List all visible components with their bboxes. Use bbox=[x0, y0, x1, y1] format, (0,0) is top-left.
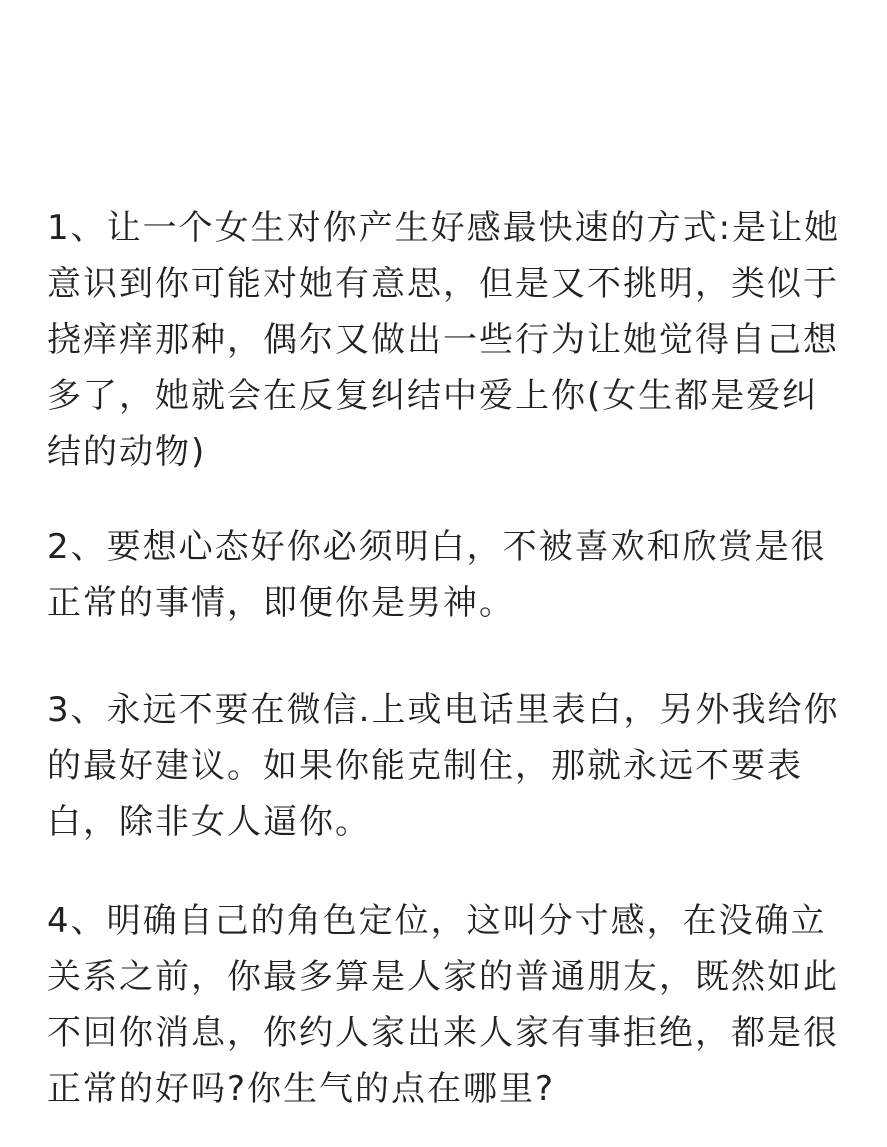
paragraph-4: 4、明确自己的角色定位，这叫分寸感，在没确立 关系之前，你最多算是人家的普通朋友，既然如此 不回你消息，你约人家出来人家有事拒绝，都是很 正常的好吗?你生气的点在哪里? bbox=[47, 901, 839, 1109]
paragraph-2: 2、要想心态好你必须明白，不被喜欢和欣赏是很 正常的事情，即便你是男神。 bbox=[47, 527, 827, 623]
paragraph-1: 1、让一个女生对你产生好感最快速的方式:是让她 意识到你可能对她有意思，但是又不挑明，类似于 挠痒痒那种，偶尔又做出一些行为让她觉得自己想 多了，她就会在反复纠结中爱上你(女生都是爱纠 结的动物) bbox=[47, 208, 841, 472]
paragraph-3: 3、永远不要在微信.上或电话里表白，另外我给你 的最好建议。如果你能克制住，那就永远不要表 白，除非女人逼你。 bbox=[47, 690, 840, 842]
